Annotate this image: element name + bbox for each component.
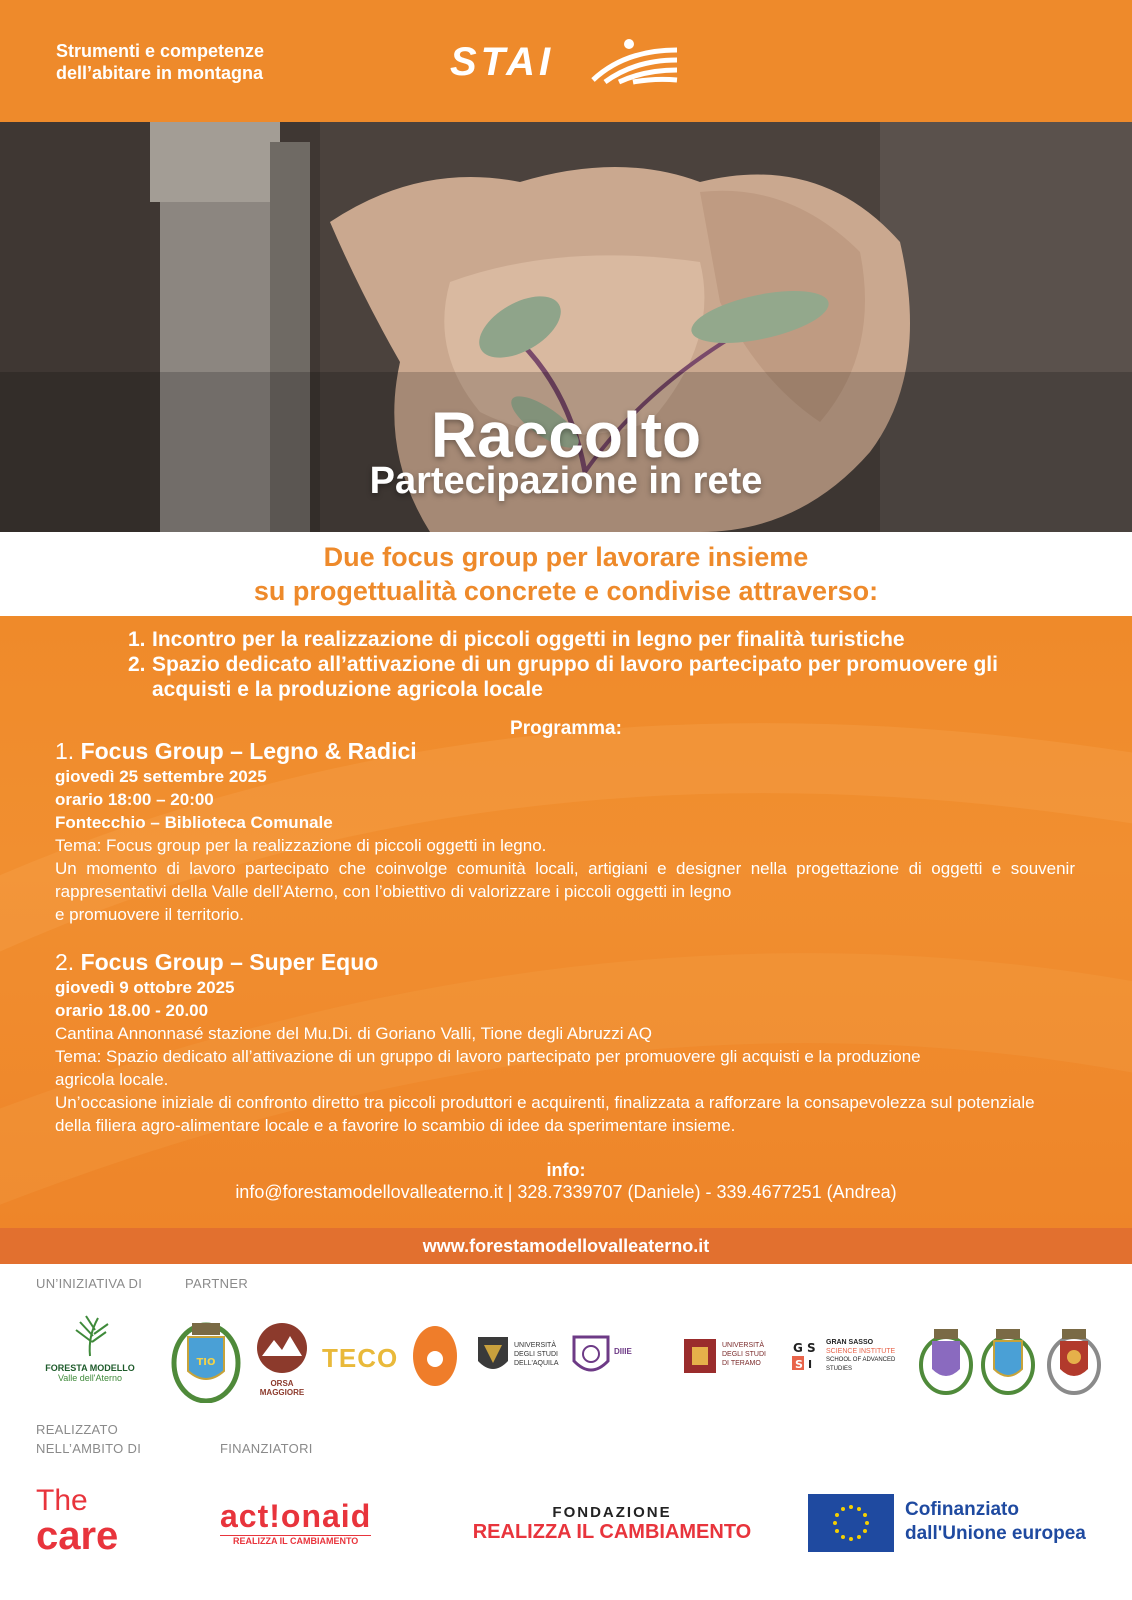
focus-group-1-title	[55, 738, 417, 765]
gssi-line-2: SCIENCE INSTITUTE	[826, 1348, 896, 1355]
intro-line-1: Due focus group per lavorare insieme	[323, 542, 809, 572]
gssi-line-3: SCHOOL OF ADVANCED STUDIES	[826, 1357, 896, 1372]
label-realized-within	[36, 1420, 141, 1458]
municipal-coat-of-arms-icon	[918, 1325, 974, 1395]
tagline	[56, 40, 264, 84]
tagline-line-1: Strumenti e competenze	[56, 41, 265, 61]
diiie-name: DIIIE	[614, 1347, 632, 1356]
website-link[interactable]: www.forestamodellovalleaterno.it	[422, 1236, 710, 1256]
fern-icon	[40, 1312, 140, 1358]
focus-group-1-details	[55, 765, 1075, 926]
foresta-logo-line-2: Valle dell'Aterno	[57, 1373, 123, 1383]
focus-group-place: Cantina Annonnasé stazione del Mu.Di. di Goriano Valli, Tione degli Abruzzi AQ	[55, 1024, 652, 1043]
svg-text:S: S	[795, 1358, 803, 1371]
focus-group-time: orario 18:00 – 20:00	[55, 790, 214, 809]
the-care-logo	[36, 1486, 118, 1556]
parco-regionale-sirente-velino-icon	[412, 1325, 458, 1387]
orsa-maggiore-logo	[252, 1322, 312, 1397]
fondazione-logo	[462, 1504, 762, 1544]
svg-text:I: I	[808, 1358, 813, 1371]
hero-title: Raccolto	[430, 399, 702, 471]
label-partner: PARTNER	[185, 1276, 249, 1291]
gssi-line-1: GRAN SASSO	[826, 1339, 874, 1346]
focus-group-description: Un’occasione iniziale di confronto diretto tra piccoli produttori e acquirenti, finalizzata a rafforzare la consapevolezza sul potenziale della filiera agro-alimentare locale e a favorire lo scambio di idee da sperimentare insieme.	[55, 1093, 1035, 1135]
focus-group-theme: Tema: Focus group per la realizzazione di piccoli oggetti in legno.	[55, 836, 547, 855]
focus-group-number: 2.	[55, 949, 75, 975]
unite-name: UNIVERSITÀ DEGLI STUDI DI TERAMO	[722, 1342, 766, 1367]
hero-subtitle: Partecipazione in rete	[369, 460, 763, 502]
eu-cofinanced-text	[905, 1498, 1086, 1546]
unite-logo	[682, 1335, 772, 1377]
focus-group-2-title	[55, 949, 378, 976]
focus-group-number: 1.	[55, 738, 75, 764]
list-text: Incontro per la realizzazione di piccoli oggetti in legno per finalità turistiche	[152, 628, 905, 651]
fondazione-line-2: REALIZZA IL CAMBIAMENTO	[472, 1521, 752, 1543]
focus-group-2-details	[55, 976, 1075, 1137]
list-text: Spazio dedicato all’attivazione di un gruppo di lavoro partecipato per promuovere gli acquisti e la produzione agricola locale	[152, 653, 998, 701]
actionaid-name: act!onaid	[220, 1498, 372, 1534]
stai-logo-waves-icon	[585, 36, 685, 86]
list-item	[128, 652, 1048, 702]
actionaid-tagline: REALIZZA IL CAMBIAMENTO	[220, 1535, 371, 1546]
the-care-line-1: The	[36, 1484, 88, 1517]
university-seal-icon	[682, 1335, 718, 1377]
focus-group-theme: Tema: Spazio dedicato all’attivazione di un gruppo di lavoro partecipato per promuovere gli acquisti e la produzione agricola locale.	[55, 1047, 921, 1089]
intro-line-2: su progettualità concrete e condivise attraverso:	[253, 576, 879, 606]
fontecchio-coat-of-arms-icon	[1046, 1325, 1102, 1395]
eu-line-1: Cofinanziato	[905, 1499, 1019, 1520]
bear-mountain-icon	[252, 1322, 312, 1374]
orsa-maggiore-name: ORSA MAGGIORE	[259, 1379, 305, 1397]
info-title: info:	[546, 1160, 586, 1180]
tagline-line-2: dell’abitare in montagna	[56, 63, 264, 83]
focus-group-time: orario 18.00 - 20.00	[55, 1001, 209, 1020]
focus-group-date: giovedì 25 settembre 2025	[55, 767, 267, 786]
list-number: 1.	[128, 628, 146, 651]
program-title: Programma:	[510, 718, 622, 739]
eagle-crest-icon	[476, 1333, 510, 1379]
label-realized-line-1: REALIZZATO	[36, 1422, 118, 1437]
focus-group-description: Un momento di lavoro partecipato che coinvolge comunità locali, artigiani e designer nella progettazione di oggetti e souvenir rappresentativi della Valle dell’Aterno, con l’obiettivo di valorizzare i piccoli oggetti in legno	[55, 859, 1075, 901]
diiie-logo	[572, 1333, 656, 1379]
eu-flag-icon	[808, 1494, 894, 1552]
eu-stars-icon	[808, 1494, 894, 1552]
label-realized-line-2: NELL’AMBITO DI	[36, 1441, 142, 1456]
focus-group-name: Focus Group – Super Equo	[80, 949, 379, 975]
gssi-mark-icon	[790, 1338, 822, 1374]
univaq-logo	[476, 1333, 561, 1379]
the-care-line-2: care	[36, 1514, 119, 1558]
foresta-modello-logo	[40, 1312, 140, 1383]
univaq-name: UNIVERSITÀ DEGLI STUDI DELL'AQUILA	[514, 1342, 559, 1367]
contact-info[interactable]: info@forestamodellovalleaterno.it | 328.7339707 (Daniele) - 339.4677251 (Andrea)	[235, 1182, 897, 1202]
svg-text:G S: G S	[793, 1341, 816, 1355]
focus-group-date: giovedì 9 ottobre 2025	[55, 978, 235, 997]
actionaid-logo	[220, 1498, 371, 1546]
tione-coat-of-arms-icon	[980, 1325, 1036, 1395]
foresta-logo-line-1: FORESTA MODELLO	[45, 1363, 135, 1373]
focus-group-description-end: e promuovere il territorio.	[55, 905, 244, 924]
gssi-logo	[790, 1338, 902, 1374]
shield-icon	[572, 1333, 610, 1379]
stai-logo: STAI	[450, 40, 555, 84]
list-number: 2.	[128, 653, 146, 676]
label-funders: FINANZIATORI	[220, 1441, 313, 1456]
focus-group-name: Focus Group – Legno & Radici	[80, 738, 417, 764]
tione-coat-of-arms-icon	[170, 1315, 242, 1403]
label-initiative: UN’INIZIATIVA DI	[36, 1276, 143, 1291]
eu-line-2: dall'Unione europea	[905, 1523, 1086, 1544]
list-item	[128, 627, 1048, 652]
fondazione-line-1: FONDAZIONE	[552, 1504, 672, 1521]
teco-logo: TECO	[322, 1343, 399, 1373]
focus-group-place: Fontecchio – Biblioteca Comunale	[55, 813, 333, 832]
svg-text:TIO: TIO	[196, 1357, 216, 1368]
